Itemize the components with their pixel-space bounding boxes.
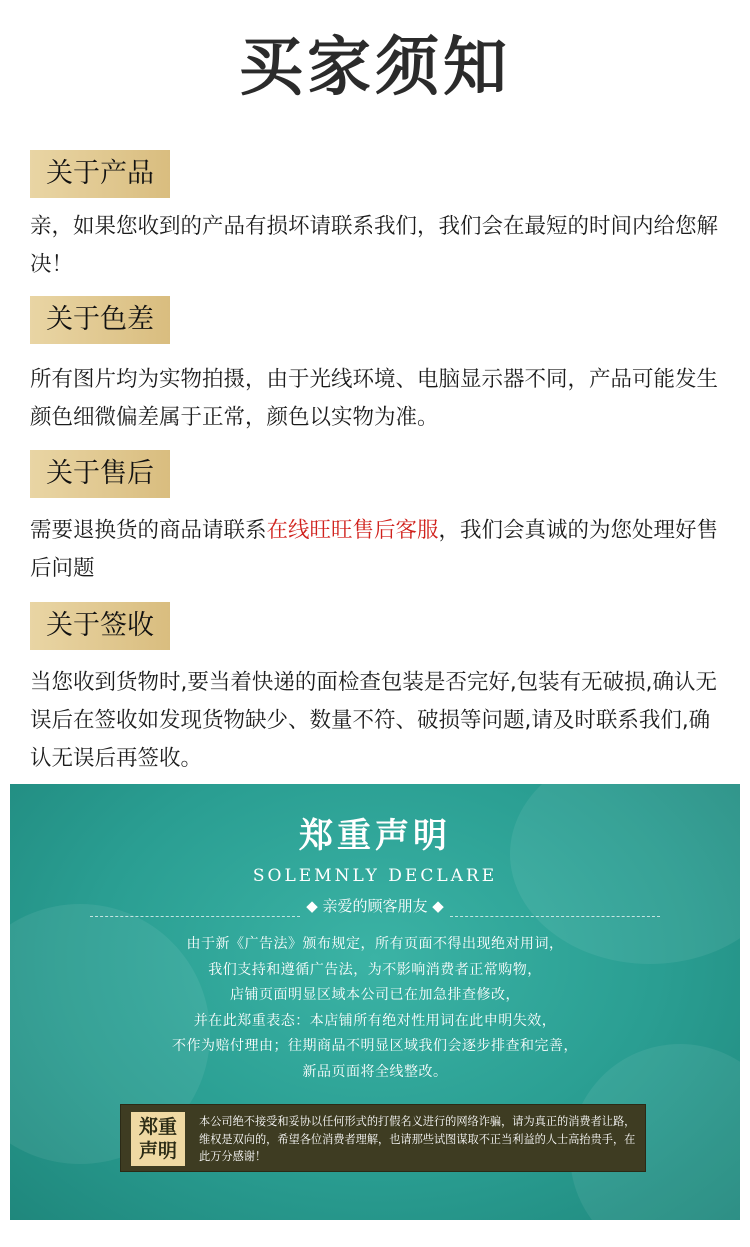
aftersale-text-after: ，我们会真诚的为您处理好售后问题 [30, 518, 719, 581]
declaration-body [10, 932, 740, 1085]
declaration-line: 我们支持和遵循广告法，为不影响消费者正常购物， [208, 961, 542, 978]
section-tag-color: 关于色差 [30, 296, 170, 344]
notice-text: 本公司绝不接受和妥协以任何形式的打假名义进行的网络诈骗，请为真正的消费者让路，维权是双向的，希望各位消费者理解，也请那些试图谋取不正当利益的人士高抬贵手，在此万分感谢！ [199, 1115, 636, 1163]
notice-box [120, 1104, 646, 1172]
section-tag-signing: 关于签收 [30, 602, 170, 650]
section-text-color: 所有图片均为实物拍摄，由于光线环境、电脑显示器不同，产品可能发生颜色细微偏差属于正常，颜色以实物为准。 [30, 367, 719, 430]
section-text-signing: 当您收到货物时,要当着快递的面检查包装是否完好,包装有无破损,确认无误后在签收如发现货物缺少、数量不符、破损等问题,请及时联系我们,确认无误后再签收。 [30, 670, 718, 771]
aftersale-contact-link[interactable]: 在线旺旺售后客服 [266, 518, 439, 543]
section-text-aftersale [30, 512, 720, 588]
declaration-subtitle: SOLEMNLY DECLARE [252, 866, 498, 886]
notice-badge-line: 声明 [138, 1140, 177, 1162]
section-tag-product: 关于产品 [30, 150, 170, 198]
declaration-line: 不作为赔付理由；往期商品不明显区域我们会逐步排查和完善， [172, 1038, 578, 1054]
declaration-greeting: ◆ 亲爱的顾客朋友 ◆ [306, 897, 444, 915]
section-tag-aftersale: 关于售后 [30, 450, 170, 498]
declaration-line: 由于新《广告法》颁布规定，所有页面不得出现绝对用词， [186, 936, 564, 952]
page-title: 买家须知 [239, 31, 511, 105]
declaration-line: 新品页面将全线整改。 [302, 1063, 448, 1080]
notice-badge [131, 1112, 185, 1166]
declaration-line: 店铺页面明显区域本公司已在加急排查修改， [230, 987, 520, 1003]
declaration-panel [10, 784, 740, 1220]
declaration-line: 并在此郑重表态：本店铺所有绝对性用词在此申明失效， [193, 1012, 557, 1029]
notice-badge-line: 郑重 [138, 1116, 177, 1138]
aftersale-text-before: 需要退换货的商品请联系 [30, 518, 267, 543]
declaration-title: 郑重声明 [299, 816, 451, 856]
section-text-product: 亲，如果您收到的产品有损坏请联系我们，我们会在最短的时间内给您解决！ [30, 214, 719, 277]
